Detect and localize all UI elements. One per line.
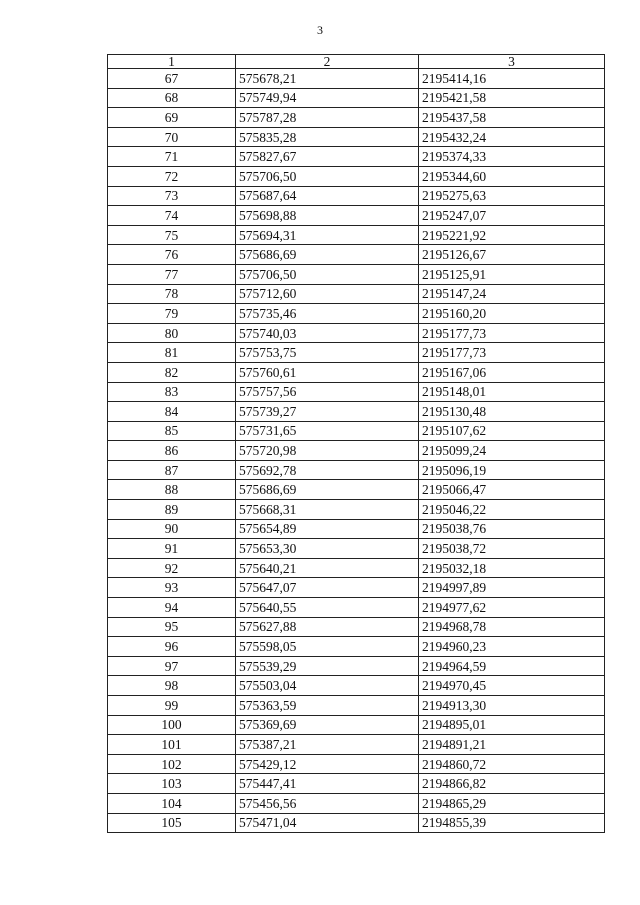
table-row: [108, 793, 605, 813]
x-coordinate-cell: 575749,94: [236, 88, 419, 108]
x-coordinate-cell: 575447,41: [236, 774, 419, 794]
point-number-cell: 82: [108, 362, 236, 382]
table-row: [108, 460, 605, 480]
x-coordinate-cell: 575627,88: [236, 617, 419, 637]
column-header-2: 2: [236, 55, 419, 69]
page-number: 3: [317, 23, 323, 37]
point-number-cell: 70: [108, 127, 236, 147]
y-coordinate-cell: 2195344,60: [419, 166, 605, 186]
x-coordinate-cell: 575369,69: [236, 715, 419, 735]
table-row: [108, 813, 605, 833]
y-coordinate-cell: 2195107,62: [419, 421, 605, 441]
x-coordinate-cell: 575363,59: [236, 696, 419, 716]
point-number-cell: 93: [108, 578, 236, 598]
x-coordinate-cell: 575739,27: [236, 402, 419, 422]
y-coordinate-cell: 2194968,78: [419, 617, 605, 637]
x-coordinate-cell: 575387,21: [236, 735, 419, 755]
table-row: [108, 343, 605, 363]
point-number-cell: 92: [108, 558, 236, 578]
x-coordinate-cell: 575503,04: [236, 676, 419, 696]
x-coordinate-cell: 575753,75: [236, 343, 419, 363]
table-row: [108, 421, 605, 441]
table-row: [108, 304, 605, 324]
table-row: [108, 108, 605, 128]
x-coordinate-cell: 575471,04: [236, 813, 419, 833]
y-coordinate-cell: 2194865,29: [419, 793, 605, 813]
x-coordinate-cell: 575706,50: [236, 264, 419, 284]
point-number-cell: 83: [108, 382, 236, 402]
point-number-cell: 105: [108, 813, 236, 833]
y-coordinate-cell: 2195032,18: [419, 558, 605, 578]
table-row: [108, 441, 605, 461]
point-number-cell: 101: [108, 735, 236, 755]
y-coordinate-cell: 2195432,24: [419, 127, 605, 147]
point-number-cell: 81: [108, 343, 236, 363]
point-number-cell: 103: [108, 774, 236, 794]
y-coordinate-cell: 2195421,58: [419, 88, 605, 108]
x-coordinate-cell: 575539,29: [236, 656, 419, 676]
point-number-cell: 72: [108, 166, 236, 186]
column-header-3: 3: [419, 55, 605, 69]
y-coordinate-cell: 2195038,76: [419, 519, 605, 539]
x-coordinate-cell: 575760,61: [236, 362, 419, 382]
y-coordinate-cell: 2194960,23: [419, 637, 605, 657]
x-coordinate-cell: 575647,07: [236, 578, 419, 598]
y-coordinate-cell: 2195130,48: [419, 402, 605, 422]
point-number-cell: 69: [108, 108, 236, 128]
x-coordinate-cell: 575692,78: [236, 460, 419, 480]
table-row: [108, 127, 605, 147]
y-coordinate-cell: 2194866,82: [419, 774, 605, 794]
y-coordinate-cell: 2195099,24: [419, 441, 605, 461]
table-row: [108, 88, 605, 108]
table-row: [108, 774, 605, 794]
y-coordinate-cell: 2195125,91: [419, 264, 605, 284]
x-coordinate-cell: 575687,64: [236, 186, 419, 206]
x-coordinate-cell: 575787,28: [236, 108, 419, 128]
point-number-cell: 77: [108, 264, 236, 284]
y-coordinate-cell: 2195437,58: [419, 108, 605, 128]
y-coordinate-cell: 2194997,89: [419, 578, 605, 598]
y-coordinate-cell: 2195247,07: [419, 206, 605, 226]
table-header-row: [108, 55, 605, 69]
table-row: [108, 656, 605, 676]
x-coordinate-cell: 575757,56: [236, 382, 419, 402]
table-row: [108, 166, 605, 186]
coordinates-table: [107, 54, 605, 833]
point-number-cell: 84: [108, 402, 236, 422]
table-row: [108, 69, 605, 89]
y-coordinate-cell: 2195046,22: [419, 500, 605, 520]
point-number-cell: 96: [108, 637, 236, 657]
table-row: [108, 598, 605, 618]
x-coordinate-cell: 575740,03: [236, 323, 419, 343]
y-coordinate-cell: 2195275,63: [419, 186, 605, 206]
table-row: [108, 186, 605, 206]
y-coordinate-cell: 2194855,39: [419, 813, 605, 833]
x-coordinate-cell: 575654,89: [236, 519, 419, 539]
y-coordinate-cell: 2194913,30: [419, 696, 605, 716]
point-number-cell: 104: [108, 793, 236, 813]
y-coordinate-cell: 2195177,73: [419, 343, 605, 363]
y-coordinate-cell: 2195066,47: [419, 480, 605, 500]
table-row: [108, 402, 605, 422]
x-coordinate-cell: 575640,21: [236, 558, 419, 578]
y-coordinate-cell: 2194977,62: [419, 598, 605, 618]
x-coordinate-cell: 575686,69: [236, 245, 419, 265]
x-coordinate-cell: 575827,67: [236, 147, 419, 167]
x-coordinate-cell: 575686,69: [236, 480, 419, 500]
x-coordinate-cell: 575678,21: [236, 69, 419, 89]
point-number-cell: 89: [108, 500, 236, 520]
y-coordinate-cell: 2195167,06: [419, 362, 605, 382]
y-coordinate-cell: 2195160,20: [419, 304, 605, 324]
y-coordinate-cell: 2194970,45: [419, 676, 605, 696]
point-number-cell: 85: [108, 421, 236, 441]
point-number-cell: 87: [108, 460, 236, 480]
point-number-cell: 73: [108, 186, 236, 206]
table-row: [108, 637, 605, 657]
point-number-cell: 91: [108, 539, 236, 559]
y-coordinate-cell: 2195147,24: [419, 284, 605, 304]
x-coordinate-cell: 575456,56: [236, 793, 419, 813]
y-coordinate-cell: 2194895,01: [419, 715, 605, 735]
x-coordinate-cell: 575698,88: [236, 206, 419, 226]
table-row: [108, 676, 605, 696]
x-coordinate-cell: 575598,05: [236, 637, 419, 657]
point-number-cell: 94: [108, 598, 236, 618]
table-row: [108, 362, 605, 382]
point-number-cell: 86: [108, 441, 236, 461]
point-number-cell: 79: [108, 304, 236, 324]
y-coordinate-cell: 2195177,73: [419, 323, 605, 343]
table-row: [108, 578, 605, 598]
y-coordinate-cell: 2195148,01: [419, 382, 605, 402]
point-number-cell: 102: [108, 754, 236, 774]
y-coordinate-cell: 2194860,72: [419, 754, 605, 774]
x-coordinate-cell: 575640,55: [236, 598, 419, 618]
table-row: [108, 480, 605, 500]
table-row: [108, 558, 605, 578]
y-coordinate-cell: 2195414,16: [419, 69, 605, 89]
x-coordinate-cell: 575694,31: [236, 225, 419, 245]
point-number-cell: 99: [108, 696, 236, 716]
table-row: [108, 323, 605, 343]
table-row: [108, 754, 605, 774]
y-coordinate-cell: 2194891,21: [419, 735, 605, 755]
y-coordinate-cell: 2195038,72: [419, 539, 605, 559]
point-number-cell: 88: [108, 480, 236, 500]
table-row: [108, 519, 605, 539]
point-number-cell: 98: [108, 676, 236, 696]
table-row: [108, 735, 605, 755]
point-number-cell: 68: [108, 88, 236, 108]
x-coordinate-cell: 575706,50: [236, 166, 419, 186]
table-row: [108, 500, 605, 520]
point-number-cell: 80: [108, 323, 236, 343]
x-coordinate-cell: 575835,28: [236, 127, 419, 147]
point-number-cell: 67: [108, 69, 236, 89]
point-number-cell: 78: [108, 284, 236, 304]
point-number-cell: 100: [108, 715, 236, 735]
table-row: [108, 206, 605, 226]
table-row: [108, 382, 605, 402]
column-header-1: 1: [108, 55, 236, 69]
table-row: [108, 539, 605, 559]
table-row: [108, 696, 605, 716]
point-number-cell: 76: [108, 245, 236, 265]
point-number-cell: 75: [108, 225, 236, 245]
point-number-cell: 71: [108, 147, 236, 167]
x-coordinate-cell: 575731,65: [236, 421, 419, 441]
table-row: [108, 284, 605, 304]
point-number-cell: 74: [108, 206, 236, 226]
x-coordinate-cell: 575429,12: [236, 754, 419, 774]
x-coordinate-cell: 575668,31: [236, 500, 419, 520]
table-row: [108, 147, 605, 167]
y-coordinate-cell: 2195126,67: [419, 245, 605, 265]
table-row: [108, 617, 605, 637]
x-coordinate-cell: 575712,60: [236, 284, 419, 304]
table-row: [108, 245, 605, 265]
x-coordinate-cell: 575720,98: [236, 441, 419, 461]
x-coordinate-cell: 575653,30: [236, 539, 419, 559]
point-number-cell: 95: [108, 617, 236, 637]
table-body: [108, 69, 605, 833]
x-coordinate-cell: 575735,46: [236, 304, 419, 324]
point-number-cell: 90: [108, 519, 236, 539]
y-coordinate-cell: 2195096,19: [419, 460, 605, 480]
table-row: [108, 264, 605, 284]
table-row: [108, 715, 605, 735]
table-row: [108, 225, 605, 245]
y-coordinate-cell: 2195221,92: [419, 225, 605, 245]
point-number-cell: 97: [108, 656, 236, 676]
y-coordinate-cell: 2195374,33: [419, 147, 605, 167]
y-coordinate-cell: 2194964,59: [419, 656, 605, 676]
